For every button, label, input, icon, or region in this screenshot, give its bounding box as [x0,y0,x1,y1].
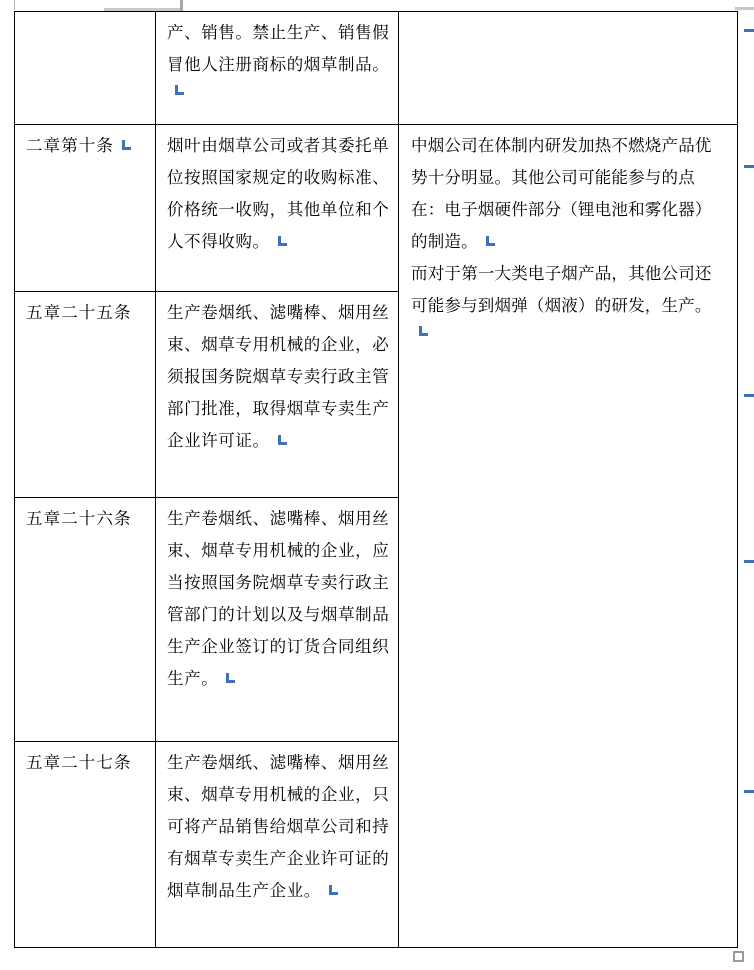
clause-cell[interactable] [15,742,156,948]
right-margin-marker [735,7,754,10]
line-break-tick [744,29,754,32]
line-break-icon [277,434,290,448]
line-break-tick [744,394,754,397]
line-break-tick [744,165,754,168]
law-text-cell[interactable] [156,742,399,948]
analysis-cell[interactable] [399,124,738,947]
table-resize-handle[interactable] [733,951,744,962]
line-break-icon [174,84,187,98]
table-row [15,12,738,125]
analysis-paragraph: 中烟公司在体制内研发加热不燃烧产品优势十分明显。其他公司可能能参与的点在：电子烟硬件部分（锂电池和雾化器）的制造。 [411,135,712,251]
clause-label: 二章第十条 [26,135,114,155]
analysis-cell[interactable] [399,12,738,125]
analysis-paragraph: 而对于第一大类电子烟产品，其他公司还可能参与到烟弹（烟液）的研发，生产。 [411,263,712,315]
table-row [15,124,738,291]
clause-cell[interactable] [15,291,156,497]
indent-marker-tab [180,0,183,11]
clause-label: 五章二十五条 [26,302,132,322]
line-break-icon [328,884,341,898]
line-break-tick [744,790,754,793]
law-text-cell[interactable] [156,291,399,497]
regulation-comparison-table [14,11,738,948]
clause-cell[interactable] [15,497,156,742]
law-text: 生产卷烟纸、滤嘴棒、烟用丝束、烟草专用机械的企业，只可将产品销售给烟草公司和持有烟草专卖生产企业许可证的烟草制品生产企业。 [167,753,390,901]
left-margin-marker [14,0,15,10]
clause-label: 五章二十六条 [26,508,132,528]
law-text: 生产卷烟纸、滤嘴棒、烟用丝束、烟草专用机械的企业，必须报国务院烟草专卖行政主管部门批准，取得烟草专卖生产企业许可证。 [167,302,390,450]
law-text-cell[interactable] [156,497,399,742]
line-break-icon [277,235,290,249]
clause-label: 五章二十七条 [26,753,132,773]
line-break-icon [418,325,431,339]
line-break-tick [744,560,754,563]
law-text: 产、销售。禁止生产、销售假冒他人注册商标的烟草制品。 [167,23,390,74]
law-text-cell[interactable] [156,124,399,291]
law-text: 生产卷烟纸、滤嘴棒、烟用丝束、烟草专用机械的企业，应当按照国务院烟草专卖行政主管部门的计划以及与烟草制品生产企业签订的订货合同组织生产。 [167,508,390,688]
line-break-icon [225,672,238,686]
clause-cell[interactable] [15,124,156,291]
law-text: 烟叶由烟草公司或者其委托单位按照国家规定的收购标准、价格统一收购，其他单位和个人不得收购。 [167,135,390,251]
clause-cell[interactable] [15,12,156,125]
line-break-icon [121,139,134,153]
law-text-cell[interactable] [156,12,399,125]
line-break-icon [485,235,498,249]
